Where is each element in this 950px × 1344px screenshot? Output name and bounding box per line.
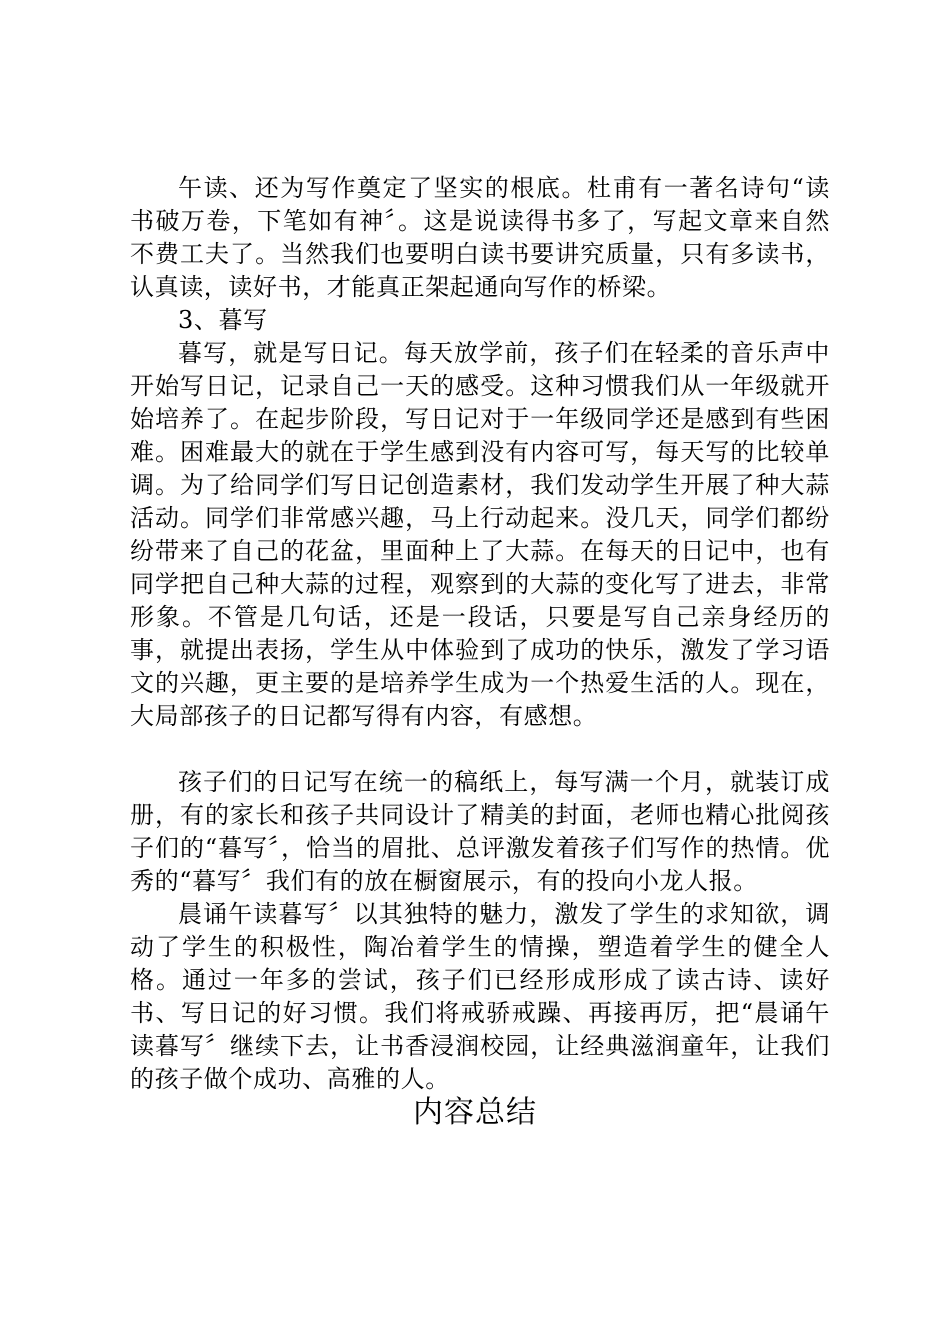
paragraph-diary-writing: 暮写，就是写日记。每天放学前，孩子们在轻柔的音乐声中开始写日记，记录自己一天的感受。这种习惯我们从一年级就开始培养了。在起步阶段，写日记对于一年级同学还是感到有些困难。困难最大的就在于学生感到没有内容可写，每天写的比较单调。为了给同学们写日记创造素材，我们发动学生开展了种大蒜活动。同学们非常感兴趣，马上行动起来。没几天，同学们都纷纷带来了自己的花盆，里面种上了大蒜。在每天的日记中，也有同学把自己种大蒜的过程，观察到的大蒜的变化写了进去，非常形象。不管是几句话，还是一段话，只要是写自己亲身经历的事，就提出表扬，学生从中体验到了成功的快乐，激发了学习语文的兴趣，更主要的是培养学生成为一个热爱生活的人。现在，大局部孩子的日记都写得有内容，有感想。	[130, 339, 830, 730]
paragraph-conclusion: 晨诵午读暮写〞以其独特的魅力，激发了学生的求知欲，调动了学生的积极性，陶冶着学生的情操，塑造着学生的健全人格。通过一年多的尝试，孩子们已经形成形成了读古诗、读好书、写日记的好习惯。我们将戒骄戒躁、再接再厉，把“晨诵午读暮写〞继续下去，让书香浸润校园，让经典滋润童年，让我们的孩子做个成功、高雅的人。	[130, 900, 830, 1093]
summary-title: 内容总结	[413, 1095, 537, 1130]
document-body	[130, 172, 830, 1096]
paragraph-diary-binding: 孩子们的日记写在统一的稿纸上，每写满一个月，就装订成册，有的家长和孩子共同设计了精美的封面，老师也精心批阅孩子们的“暮写〞，恰当的眉批、总评激发着孩子们写作的热情。优秀的“暮写〞我们有的放在橱窗展示，有的投向小龙人报。	[130, 768, 830, 895]
section-heading-evening-writing: 3、暮写	[178, 306, 268, 334]
paragraph-reading-conclusion: 午读、还为写作奠定了坚实的根底。杜甫有一著名诗句“读书破万卷，下笔如有神〞。这是说读得书多了，写起文章来自然不费工夫了。当然我们也要明白读书要讲究质量，只有多读书，认真读，读好书，才能真正架起通向写作的桥梁。	[130, 174, 830, 301]
